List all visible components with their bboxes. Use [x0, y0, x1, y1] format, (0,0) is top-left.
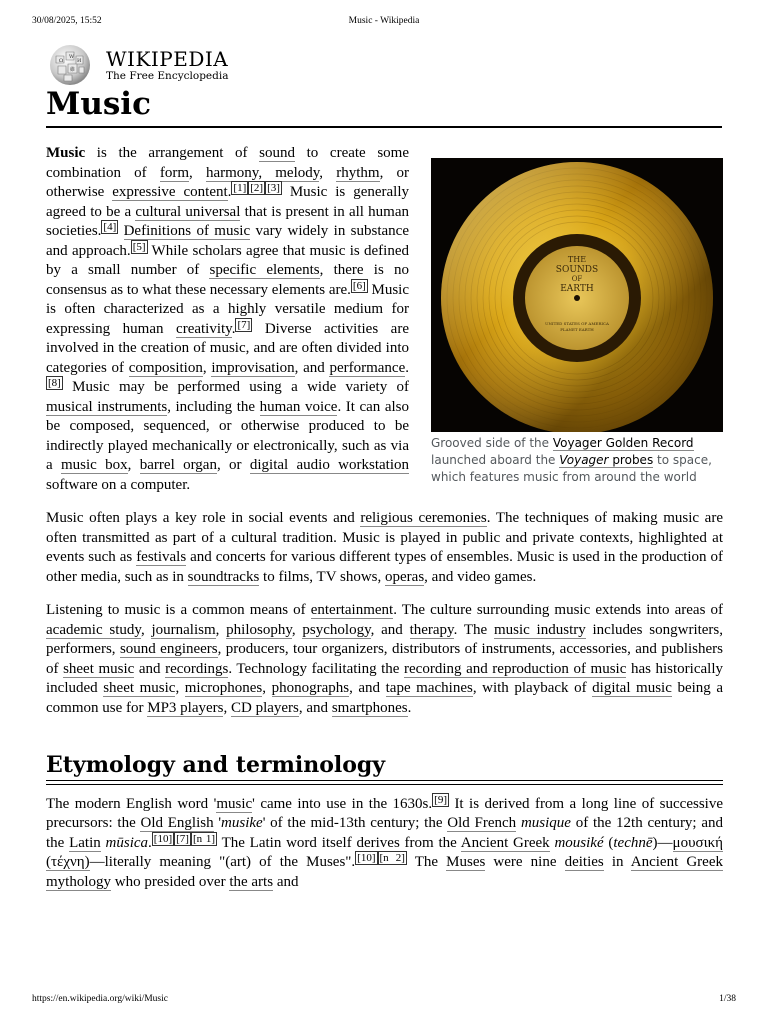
link-form[interactable]: form — [159, 164, 190, 181]
svg-text:И: И — [77, 58, 82, 64]
link-sound-engineers[interactable]: sound engineers — [119, 641, 218, 657]
link-composition[interactable]: composition — [128, 359, 203, 376]
link-smartphones[interactable]: smartphones — [331, 699, 408, 716]
link-voyager-probes[interactable]: Voyager probes — [559, 453, 654, 467]
citation[interactable]: [5] — [132, 240, 146, 253]
link-operas[interactable]: operas — [385, 568, 425, 585]
record-label-line: PLANET EARTH — [560, 327, 594, 332]
link-digital-audio-workstation[interactable]: digital audio workstation — [249, 457, 409, 473]
link-musical-instruments[interactable]: musical instruments — [46, 398, 168, 415]
link-music-box[interactable]: music box — [61, 457, 128, 473]
record-label-line: EARTH — [560, 284, 594, 294]
citation[interactable]: [3] — [267, 182, 280, 194]
record-label-line: SOUNDS — [555, 265, 599, 275]
link-creativity[interactable]: creativity — [176, 320, 232, 337]
citation[interactable]: [4] — [103, 221, 117, 233]
link-muses[interactable]: Muses — [446, 854, 486, 870]
link-ancient-greek-mythology[interactable]: Ancient Greek mythology — [46, 854, 723, 890]
link-old-french[interactable]: Old French — [447, 815, 517, 831]
link-specific-elements[interactable]: specific elements — [209, 262, 320, 278]
record-label-line: UNITED STATES OF AMERICA — [545, 321, 609, 326]
link-entertainment[interactable]: entertainment — [310, 602, 394, 618]
citation[interactable]: [9] — [434, 793, 447, 806]
link-festivals[interactable]: festivals — [136, 549, 187, 565]
print-url: https://en.wikipedia.org/wiki/Music — [32, 994, 168, 1004]
link-old-english[interactable]: Old English — [140, 815, 214, 831]
link-therapy[interactable]: therapy — [409, 621, 454, 638]
print-datetime: 30/08/2025, 15:52 — [32, 16, 102, 26]
link-phonographs[interactable]: phonographs — [271, 680, 350, 696]
link-cultural-universal[interactable]: cultural universal — [135, 203, 241, 220]
intro-paragraph-3: Listening to music is a common means of entertainment. The culture surrounding music extends into areas of academic study, journalism, philosophy, psychology, and therapy. The music industry includes songwriters, performers, sound engineers, producers, tour organizers, distributors of instruments, accessories, and publishers of sheet music and recordings. Technology facilitating the recording and reproduction of music has historically included sheet music, microphones, phonographs, and tape machines, with playback of digital music being a common use for MP3 players, CD players, and smartphones. — [46, 602, 724, 716]
title-divider — [46, 126, 722, 128]
link-music-industry[interactable]: music industry — [493, 621, 586, 638]
link-latin[interactable]: Latin — [69, 834, 101, 851]
link-voyager-golden-record[interactable]: Voyager Golden Record — [552, 436, 694, 450]
citation[interactable]: [10] — [153, 832, 173, 845]
link-philosophy[interactable]: philosophy — [226, 621, 292, 638]
link-harmony[interactable]: harmony — [205, 164, 259, 181]
svg-text:Ω: Ω — [59, 58, 64, 64]
footnote[interactable]: [n 2] — [379, 852, 405, 864]
citation[interactable]: [1] — [233, 182, 247, 194]
link-music-wiktionary[interactable]: music — [216, 795, 253, 812]
page-title: Music — [46, 86, 151, 122]
print-header — [32, 16, 736, 26]
citation[interactable]: [7] — [176, 832, 189, 845]
print-page-number: 1/38 — [719, 994, 736, 1004]
link-human-voice[interactable]: human voice — [259, 398, 338, 415]
link-academic-study[interactable]: academic study — [46, 621, 141, 638]
print-page-title: Music - Wikipedia — [348, 16, 420, 26]
record-label-line: THE — [567, 255, 587, 264]
link-barrel-organ[interactable]: barrel organ — [139, 457, 217, 473]
link-microphones[interactable]: microphones — [184, 680, 263, 696]
record-label-line: OF — [571, 275, 583, 283]
link-deities[interactable]: deities — [564, 854, 604, 870]
link-digital-music[interactable]: digital music — [592, 680, 672, 696]
link-sheet-music[interactable]: sheet music — [63, 660, 135, 677]
link-recording-and-reproduction[interactable]: recording and reproduction of music — [404, 660, 627, 677]
svg-text:W: W — [69, 54, 75, 60]
link-psychology[interactable]: psychology — [302, 621, 371, 638]
link-soundtracks[interactable]: soundtracks — [187, 568, 260, 585]
citation[interactable]: [7] — [237, 318, 251, 331]
section-heading-etymology: Etymology and terminology — [46, 756, 723, 781]
section-divider — [46, 784, 723, 785]
print-footer — [32, 994, 736, 1004]
citation[interactable]: [8] — [48, 377, 61, 389]
link-greek-mousike[interactable]: μουσική (τέχνη) — [46, 834, 724, 870]
footnote[interactable]: [n 1] — [192, 832, 216, 845]
link-recordings[interactable]: recordings — [165, 660, 229, 677]
link-ancient-greek[interactable]: Ancient Greek — [460, 834, 550, 851]
citation[interactable]: [2] — [250, 182, 264, 194]
link-definitions-of-music[interactable]: Definitions of music — [123, 223, 251, 239]
intro-paragraph-1: Music is the arrangement of sound to create some combination of form, harmony, melody, rhythm, or otherwise expressive content. [1] [2] [3] Music is generally agreed to be a cultural universal that is present in all human societies. [4] Definitions of music vary widely in substance and approach. [5] While scholars agree that music is defined by a small number of specific elements, there is no consensus as to what these necessary elements are. [6] Music is often characterized as a highly versatile medium for expressing human creativity. [7] Diverse activities are involved in the creation of music, and are often divided into categories of composition, improvisation, and performance.[8] Music may be performed using a wide variety of musical instruments, including the human voice. It can also be composed, sequenced, or otherwise produced to be indirectly played mechanically or electronically, such as via a music box, barrel organ, or digital audio workstation software on a computer. — [46, 145, 410, 493]
citation[interactable]: [6] — [352, 279, 366, 292]
wordmark-name: WIKIPEDIA — [106, 47, 229, 71]
wordmark-tagline: The Free Encyclopedia — [106, 70, 229, 82]
wikipedia-wordmark — [106, 48, 228, 82]
link-cd-players[interactable]: CD players — [230, 699, 299, 716]
etymology-paragraph: The modern English word 'music' came into use in the 1630s. [9] It is derived from a long line of successive precursors: the Old English 'musike' of the mid-13th century; the Old French musique of the 12th century; and the Latin mūsica. [10] [7] [n 1] The Latin word itself derives from the Ancient Greek mousiké (technē)—μουσική (τέχνη)—literally meaning "(art) of the Muses". [10] [n 2] The Muses were nine deities in Ancient Greek mythology who presided over the arts and — [46, 793, 724, 890]
link-sound[interactable]: sound — [259, 145, 295, 161]
link-melody[interactable]: melody — [275, 164, 320, 181]
intro-paragraph-2: Music often plays a key role in social events and religious ceremonies. The techniques of making music are often transmitted as part of a cultural tradition. Music is played in public and private contexts, highlighted at events such as festivals and concerts for various different types of ensembles. Music is used in the production of other media, such as in soundtracks to films, TV shows, operas, and video games. — [46, 510, 724, 585]
link-the-arts[interactable]: the arts — [229, 873, 274, 890]
svg-text:維: 維 — [70, 67, 76, 73]
link-journalism[interactable]: journalism — [151, 621, 216, 638]
article-content — [46, 144, 723, 906]
figure-caption: Grooved side of the Voyager Golden Record launched aboard the Voyager probes to space, which features music from around the world — [431, 436, 712, 484]
wikipedia-globe-icon — [46, 44, 94, 86]
golden-record-svg — [431, 158, 723, 432]
voyager-record-figure — [431, 158, 723, 486]
link-rhythm[interactable]: rhythm — [336, 164, 380, 181]
link-expressive-content[interactable]: expressive content — [112, 184, 228, 200]
link-mp3-players[interactable]: MP3 players — [147, 699, 224, 716]
voyager-golden-record-image[interactable] — [431, 158, 723, 432]
link-sheet-music-2[interactable]: sheet music — [103, 680, 176, 696]
wikipedia-logo[interactable] — [46, 44, 228, 86]
record-spindle-hole — [574, 295, 580, 301]
link-improvisation[interactable]: improvisation — [211, 359, 295, 376]
citation[interactable]: [10] — [357, 852, 376, 864]
link-performance[interactable]: performance — [329, 359, 406, 376]
link-tape-machines[interactable]: tape machines — [385, 680, 473, 696]
link-religious-ceremonies[interactable]: religious ceremonies — [360, 510, 487, 526]
